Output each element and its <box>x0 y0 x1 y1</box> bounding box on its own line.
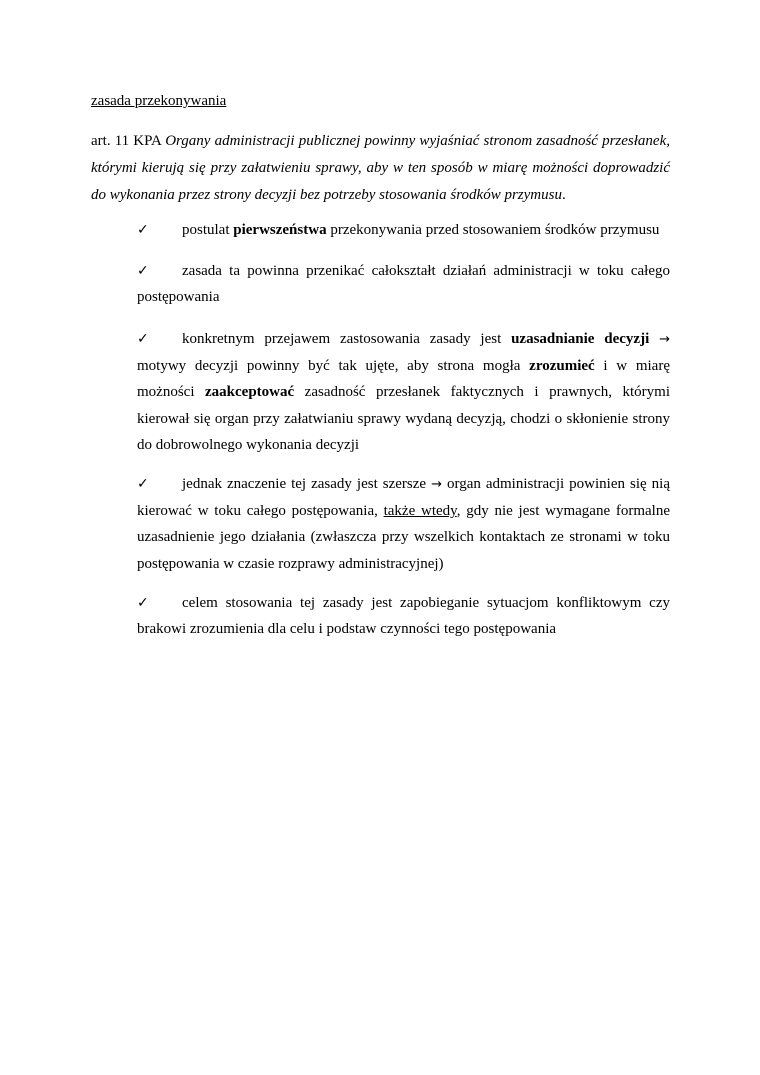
bullet-text: zasada ta powinna przenikać całokształt działań administracji w toku całego postępowania <box>137 263 670 306</box>
bullet-text: organ administracji powinien się nią kierować w toku całego postępowania, <box>137 476 670 520</box>
bullet-text: motywy decyzji powinny być tak ujęte, aby strona mogła <box>137 358 530 375</box>
article-reference: art. 11 KPA <box>91 133 166 149</box>
bullet-text: konkretnym przejawem zastosowania zasady jest <box>182 331 512 347</box>
bullet-text: , gdy nie jest wymagane formalne uzasadnienie jego działania (zwłaszcza przy wszelkich kontaktach ze stronami w toku postępowania w czasie rozprawy administracyjnej) <box>137 503 670 572</box>
bullet-item <box>137 326 670 458</box>
bullet-bold-text: uzasadnianie decyzji <box>511 331 650 347</box>
section-heading: zasada przekonywania <box>91 93 227 109</box>
bullet-bold-text: zaakceptować <box>205 384 295 401</box>
bullet-underlined-text: także wtedy <box>383 503 457 520</box>
bullet-text: celem stosowania tej zasady jest zapobieganie sytuacjom konfliktowym czy brakowi zrozumienia dla celu i podstaw czynności tego postępowania <box>137 595 670 638</box>
checkmark-icon: ✓ <box>137 331 149 347</box>
checkmark-icon: ✓ <box>137 263 149 279</box>
checkmark-icon: ✓ <box>137 222 149 238</box>
bullet-bold-text: zrozumieć <box>529 358 595 375</box>
bullet-text: przekonywania przed stosowaniem środków przymusu <box>326 222 660 238</box>
bullet-text: zasadność przesłanek faktycznych i prawnych, którymi kierował się organ przy załatwianiu sprawy wydaną decyzją, chodzi o skłonienie strony do dobrowolnego wykonania decyzji <box>137 384 670 453</box>
article-end: . <box>561 187 566 203</box>
arrow-icon: → <box>431 477 442 492</box>
bullet-text: i w miarę możności <box>137 358 670 401</box>
bullet-item <box>137 590 670 642</box>
article-text: Organy administracji publicznej powinny wyjaśniać stronom zasadność przesłanek, którymi kierują się przy załatwieniu sprawy, aby w ten sposób w miarę możności doprowadzić do wykonania przez strony decyzji bez potrzeby stosowania środków przymusu <box>91 133 670 203</box>
bullet-item <box>137 471 670 577</box>
checkmark-icon: ✓ <box>137 595 149 611</box>
bullet-item <box>137 258 670 310</box>
article-paragraph <box>91 128 670 209</box>
arrow-icon: → <box>659 332 670 347</box>
bullet-text: jednak znaczenie tej zasady jest szersze <box>182 476 432 492</box>
bullet-text: postulat <box>182 222 234 238</box>
bullet-item <box>137 217 670 243</box>
bullet-bold-text: pierwszeństwa <box>233 222 327 238</box>
checkmark-icon: ✓ <box>137 476 149 492</box>
